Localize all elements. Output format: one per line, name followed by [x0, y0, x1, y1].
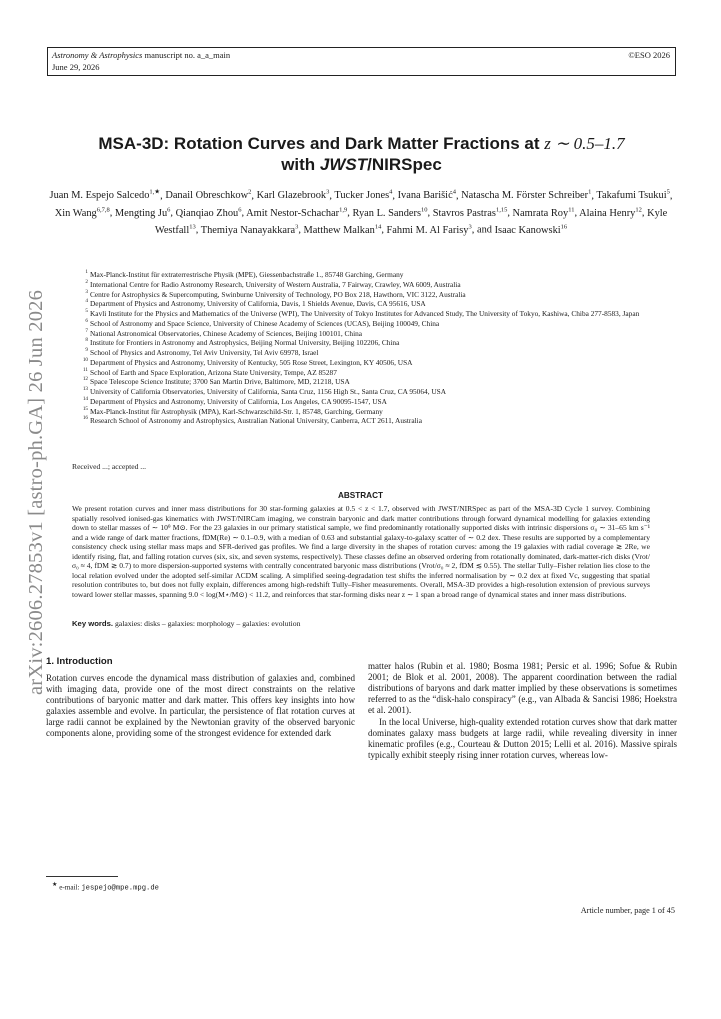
affiliation-number: 16 [82, 415, 88, 422]
author [165, 190, 251, 201]
author-name: Qianqiao Zhou [175, 207, 239, 219]
intro-paragraph-2: In the local Universe, high-quality extended rotation curves show that dark matter dominates galaxy mass budgets at large radii, while revealing diversity in inner kinematic profiles (e.g., Courteau & Dutton 2015; Lelli et al. 2016). Massive spirals typically exhibit steeply rising inner rotation curves, whereas low- [368, 716, 677, 760]
author-name: Themiya Nanayakkara [200, 224, 296, 236]
author-affiliation-mark: 11 [568, 206, 575, 214]
author-name: Ivana Barišić [397, 190, 453, 202]
author-name: Karl Glazebrook [256, 190, 327, 202]
affiliation-item [78, 319, 678, 329]
column-left [46, 657, 355, 739]
manuscript-id: manuscript no. a_a_main [142, 50, 231, 60]
author-name: Tucker Jones [334, 190, 390, 202]
abstract-heading: ABSTRACT [337, 491, 384, 500]
author [176, 208, 242, 219]
affiliation-number: 4 [85, 298, 88, 305]
author-name: Takafumi Tsukui [596, 190, 667, 202]
affiliation-item [78, 329, 678, 339]
author-affiliation-mark: 4 [389, 189, 393, 196]
author-affiliation-mark: 4 [452, 189, 456, 196]
affiliation-number: 1 [85, 269, 88, 275]
section-heading-introduction: 1. Introduction [46, 656, 113, 667]
author [433, 208, 508, 219]
arxiv-identifier: arXiv:2606.27853v1 [astro-ph.GA] 26 Jun 2026 [25, 289, 47, 695]
abstract-text: We present rotation curves and inner mass distributions for 30 star-forming galaxies at 0.5 < z < 1.7, observed with JWST/NIRSpec as part of the MSA-3D Cycle 1 survey. Combining spatially resolved ionised-gas kinematics with JWST/NIRCam imaging, we constrain baryonic and dark matter contributions through forward dynamical modelling for galaxies extending down to stellar masses of ∼ 10⁹ M⊙. For the 23 galaxies in our primary statistical sample, we find predominantly rotationally supported disks with intrinsic dispersions σ₀ ∼ 31–65 km s⁻¹ and a wide range of dark matter fractions, fDM(Re) ∼ 0.1–0.9, with a median of 0.63 and substantial galaxy-to-galaxy scatter of ∼ 0.2 dex. These results are supported by a complementary consistency check using stellar mass maps and SFR-derived gas profiles. We find a large diversity in the shapes of rotation curves: among the 19 galaxies with radial coverage ≳ 2Re, we identify rising, flat, and falling rotation curves (six, six, and seven systems, respectively). These classes define an observed ordering from rotationally dominated, dark-matter-rich disks (Vrot/σ₀ ≈ 4, fDM ≳ 0.7) to more dispersion-supported systems with centrally concentrated baryonic mass distributions (Vrot/σ₀ ≈ 2, fDM ≲ 0.55). The stellar Tully–Fisher relation lies close to the local relation evolved under the adopted self-similar ΛCDM scaling. A simplified seeing-degradation test shifts the inferred normalisation by ∼ 0.2 dex at fixed Vc, suggesting that spatial resolution contributes to, but does not fully explain, differences among high-redshift Tully–Fisher measurements. Overall, MSA-3D provides a high-resolution extension of previous surveys toward lower stellar masses, spanning 9.0 < log(M⋆/M⊙) < 11.2, and reinforces that star-forming disks near z ∼ 1 span a broad range of dynamical states and inner mass distributions. [72, 504, 650, 599]
keywords-label: Key words. [72, 619, 114, 628]
journal-name: Astronomy & Astrophysics [52, 50, 143, 60]
affiliation-text: Research School of Astronomy and Astrophysics, Australian National University, Canberra, ACT 2611, Australia [90, 416, 422, 426]
affiliation-item [78, 299, 678, 309]
author [461, 190, 591, 201]
author [513, 208, 575, 219]
affiliation-item [78, 397, 678, 407]
author-name: Juan M. Espejo Salcedo [49, 190, 150, 202]
affiliation-list [78, 270, 678, 426]
title-line1-text: MSA-3D: Rotation Curves and Dark Matter Fractions at [98, 134, 545, 153]
affiliation-item [78, 368, 678, 378]
author-affiliation-mark: 1 [588, 189, 592, 196]
affiliation-number: 15 [82, 405, 88, 412]
footnote-email-link[interactable]: jespejo@mpe.mpg.de [81, 884, 159, 893]
intro-paragraph-1-cont: matter halos (Rubin et al. 1980; Bosma 1981; Persic et al. 1996; Sofue & Rubin 2001; de Blok et al. 2001, 2008). The apparent coordination between the radial distributions of baryons and dark matter implied by these observations is sometimes referred to as the “disk-halo conspiracy” (e.g., van Albada & Sancisi 1986; Hoekstra et al. 2001). [368, 661, 677, 715]
affiliation-text: School of Physics and Astronomy, Tel Aviv University, Tel Aviv 69978, Israel [90, 348, 319, 357]
author-affiliation-mark: 3 [326, 189, 330, 196]
author-affiliation-mark: 12 [635, 206, 642, 214]
author-affiliation-mark: 5 [666, 189, 670, 196]
author-affiliation-mark: 16 [560, 223, 568, 231]
affiliation-item [78, 407, 678, 417]
affiliation-number: 9 [85, 347, 88, 353]
author-name: Alaina Henry [579, 207, 636, 219]
affiliation-item [78, 387, 678, 397]
author [115, 208, 171, 219]
author-list: Juan M. Espejo Salcedo$^{1,★}$, Danail Obreschkow$^2$, Karl Glazebrook$^3$, Tucker Jones$^4$, Ivana Barišić$^4$, Natascha M. Förster Schreiber$^1$, Takafumi Tsukui$^5$, Xin Wang$^{6,7,8}$, Mengting Ju$^6$, Qianqiao Zhou$^6$, Amit Nestor-Schachar$^{1,9}$, Ryan L. Sanders$^{10}$, Stavros Pastras$^{1,15}$, Namrata Roy$^{11}$, Alaina Henry$^{12}$, Kyle Westfall$^{13}$, Themiya Nanayakkara$^3$, Matthew Malkan$^{14}$, Fahmi M. Al Farisy$^3$, and Isaac Kanowski$^{16}$ [49, 189, 673, 236]
affiliation-text: Space Telescope Science Institute; 3700 San Martin Drive, Baltimore, MD, 21218, USA [90, 377, 350, 387]
keywords [72, 619, 650, 628]
affiliation-text: Department of Physics and Astronomy, University of California, Davis, 1 Shields Avenue, Davis, CA 95616, USA [90, 299, 426, 309]
affiliation-text: Institute for Frontiers in Astronomy and Astrophysics, Beijing Normal University, Beijing 102206, China [90, 338, 400, 348]
author-name: Mengting Ju [114, 207, 168, 219]
author [579, 208, 642, 219]
affiliation-number: 7 [85, 327, 88, 334]
author [352, 208, 427, 219]
affiliation-number: 3 [85, 288, 88, 295]
title-line1-math: z ∼ 0.5–1.7 [544, 134, 625, 153]
author-affiliation-mark: 6 [238, 206, 242, 214]
author [398, 190, 456, 201]
author-affiliation-mark: 10 [421, 206, 428, 214]
header-date: June 29, 2026 [52, 62, 100, 72]
author [55, 208, 110, 219]
paper-title [60, 133, 663, 175]
affiliation-number: 6 [85, 317, 88, 324]
author-affiliation-mark: 2 [248, 189, 252, 196]
title-jwst: JWST [319, 155, 368, 174]
affiliation-number: 8 [85, 337, 88, 344]
affiliation-item [78, 270, 678, 280]
affiliation-item [78, 358, 678, 368]
affiliation-item [78, 280, 678, 290]
affiliation-item [78, 338, 678, 348]
author [387, 225, 472, 236]
affiliation-text: Department of Physics and Astronomy, University of California, Los Angeles, CA 90095-1547, USA [90, 396, 387, 406]
author-affiliation-mark: 1,15 [495, 206, 508, 214]
affiliation-number: 12 [82, 376, 88, 383]
author-name: Xin Wang [54, 207, 97, 219]
author-name: Matthew Malkan [303, 224, 375, 236]
author-affiliation-mark: 14 [374, 223, 382, 231]
title-line2-prefix: with [281, 155, 320, 174]
author-name: Isaac Kanowski [494, 224, 561, 236]
author-affiliation-mark: 6,7,8 [96, 206, 110, 214]
author [246, 208, 347, 219]
author-name: Ryan L. Sanders [352, 207, 422, 219]
affiliation-number: 14 [82, 395, 88, 402]
author [50, 190, 161, 201]
author-name: Natascha M. Förster Schreiber [461, 190, 589, 202]
author-affiliation-mark: 3 [468, 223, 472, 231]
author-affiliation-mark: 13 [189, 223, 196, 231]
author-name: Danail Obreschkow [165, 190, 249, 202]
header-copyright: ©ESO 2026 [628, 50, 670, 60]
footnote-label: e-mail: [59, 883, 82, 892]
author [495, 225, 568, 236]
affiliation-text: School of Astronomy and Space Science, University of Chinese Academy of Sciences (UCAS), Beijing 100049, China [90, 318, 440, 328]
author [596, 190, 669, 201]
affiliation-item [78, 290, 678, 300]
footnote-marker: ★ [52, 882, 58, 888]
intro-paragraph-1: Rotation curves encode the dynamical mass distribution of galaxies and, combined with imaging data, provide one of the most direct constraints on the relative contributions of baryonic matter and dark matter. This offers key insights into how galaxies assemble and evolve. In particular, the persistence of flat rotation curves at large radii cannot be explained by the Newtonian gravity of the observed baryonic components alone, providing some of the strongest evidence for extended dark [46, 672, 355, 738]
affiliation-number: 5 [85, 308, 88, 314]
affiliation-text: Max-Planck-Institut für extraterrestrische Physik (MPE), Giessenbachstraße 1., 85748 Garching, Germany [90, 270, 404, 279]
journal-header-box [47, 47, 676, 76]
author-affiliation-mark: 6 [167, 206, 171, 214]
affiliation-text: Department of Physics and Astronomy, University of Kentucky, 505 Rose Street, Lexington, KY 40506, USA [90, 357, 413, 367]
page-number: Article number, page 1 of 45 [580, 906, 675, 915]
column-right [368, 661, 677, 761]
affiliation-text: Kavli Institute for the Physics and Mathematics of the Universe (WPI), The University of Tokyo Institutes for Advanced Study, The University of Tokyo, Kashiwa, Chiba 277-8583, Japan [90, 309, 640, 318]
authors-and: and [476, 224, 492, 236]
author [201, 225, 299, 236]
author-affiliation-mark: 1,★ [149, 189, 161, 196]
affiliation-number: 10 [82, 356, 88, 363]
author-affiliation-mark: 3 [295, 223, 299, 231]
author [334, 190, 392, 201]
author [257, 190, 330, 201]
author-name: Amit Nestor-Schachar [246, 207, 340, 219]
affiliation-item [78, 416, 678, 426]
affiliation-text: International Centre for Radio Astronomy Research, University of Western Australia, 7 Fairway, Crawley, WA 6009, Australia [90, 279, 461, 289]
affiliation-text: School of Earth and Space Exploration, Arizona State University, Tempe, AZ 85287 [90, 367, 337, 377]
author [304, 225, 382, 236]
title-line2-suffix: /NIRSpec [367, 155, 442, 174]
affiliation-number: 13 [82, 386, 88, 392]
affiliation-item [78, 309, 678, 319]
footnote-rule [46, 876, 118, 877]
affiliation-number: 11 [83, 366, 88, 373]
received-line: Received ...; accepted ... [72, 462, 147, 471]
affiliation-item [78, 377, 678, 387]
affiliation-text: University of California Observatories, University of California, Santa Cruz, 1156 High St., Santa Cruz, CA 95064, USA [90, 387, 447, 396]
keywords-text: galaxies: disks – galaxies: morphology – galaxies: evolution [114, 619, 301, 628]
author-name: Fahmi M. Al Farisy [386, 224, 469, 236]
author-affiliation-mark: 1,9 [339, 206, 348, 214]
author-name: Namrata Roy [512, 207, 569, 219]
author-name: Kyle Westfall [154, 207, 668, 236]
affiliation-text: Centre for Astrophysics & Supercomputing, Swinburne University of Technology, PO Box 218, Hawthorn, VIC 3122, Australia [90, 289, 466, 299]
affiliation-number: 2 [85, 278, 88, 285]
affiliation-text: National Astronomical Observatories, Chinese Academy of Sciences, Beijing 100101, China [90, 328, 363, 338]
author-name: Stavros Pastras [432, 207, 496, 219]
affiliation-text: Max-Planck-Institut für Astrophysik (MPA), Karl-Schwarzschild-Str. 1, 85748, Garching, Germany [90, 406, 383, 416]
affiliation-item [78, 348, 678, 358]
footnote [52, 881, 159, 892]
